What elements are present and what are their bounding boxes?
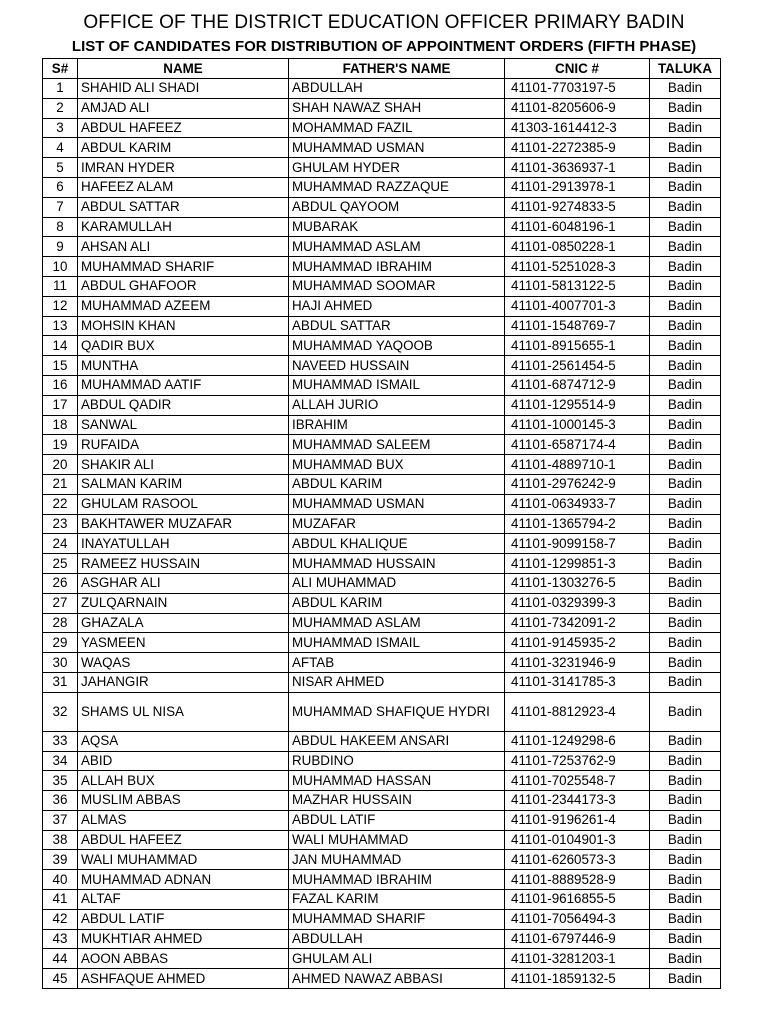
cnic-cell: 41101-7253762-9 [505,751,650,771]
table-row [43,692,721,731]
serial-cell: 15 [43,356,78,376]
name-cell: ASHFAQUE AHMED [78,969,289,989]
name-cell: AOON ABBAS [78,949,289,969]
taluka-cell: Badin [650,197,721,217]
serial-cell: 8 [43,217,78,237]
table-row [43,276,721,296]
cnic-cell: 41101-6874712-9 [505,375,650,395]
table-row [43,613,721,633]
cnic-cell: 41101-2913978-1 [505,177,650,197]
table-row [43,395,721,415]
table-row [43,336,721,356]
father-name-cell: MUZAFAR [289,514,505,534]
column-header-serial: S# [43,59,78,79]
candidates-table [42,58,721,989]
table-row [43,850,721,870]
taluka-cell: Badin [650,276,721,296]
table-row [43,771,721,791]
serial-cell: 3 [43,118,78,138]
father-name-cell: ALI MUHAMMAD [289,573,505,593]
name-cell: MUNTHA [78,356,289,376]
serial-cell: 9 [43,237,78,257]
cnic-cell: 41101-5813122-5 [505,276,650,296]
cnic-cell: 41101-9196261-4 [505,810,650,830]
cnic-cell: 41101-3141785-3 [505,672,650,692]
cnic-cell: 41101-4889710-1 [505,455,650,475]
table-row [43,375,721,395]
taluka-cell: Badin [650,791,721,811]
name-cell: QADIR BUX [78,336,289,356]
name-cell: YASMEEN [78,633,289,653]
taluka-cell: Badin [650,336,721,356]
serial-cell: 33 [43,731,78,751]
taluka-cell: Badin [650,554,721,574]
father-name-cell: ABDUL SATTAR [289,316,505,336]
serial-cell: 41 [43,890,78,910]
table-row [43,316,721,336]
name-cell: AMJAD ALI [78,98,289,118]
cnic-cell: 41101-2561454-5 [505,356,650,376]
taluka-cell: Badin [650,415,721,435]
taluka-cell: Badin [650,534,721,554]
taluka-cell: Badin [650,731,721,751]
column-header-name: NAME [78,59,289,79]
taluka-cell: Badin [650,929,721,949]
taluka-cell: Badin [650,435,721,455]
cnic-cell: 41101-1859132-5 [505,969,650,989]
taluka-cell: Badin [650,474,721,494]
serial-cell: 35 [43,771,78,791]
father-name-cell: WALI MUHAMMAD [289,830,505,850]
serial-cell: 4 [43,138,78,158]
father-name-cell: ALLAH JURIO [289,395,505,415]
cnic-cell: 41101-7025548-7 [505,771,650,791]
name-cell: ALLAH BUX [78,771,289,791]
table-row [43,633,721,653]
name-cell: MUHAMMAD AZEEM [78,296,289,316]
father-name-cell: FAZAL KARIM [289,890,505,910]
name-cell: ALTAF [78,890,289,910]
serial-cell: 14 [43,336,78,356]
name-cell: MUKHTIAR AHMED [78,929,289,949]
name-cell: SHAHID ALI SHADI [78,79,289,99]
name-cell: ABDUL LATIF [78,909,289,929]
name-cell: ABDUL GHAFOOR [78,276,289,296]
father-name-cell: ABDUL KARIM [289,474,505,494]
taluka-cell: Badin [650,316,721,336]
father-name-cell: MUHAMMAD YAQOOB [289,336,505,356]
table-header-row [43,59,721,79]
name-cell: MUHAMMAD ADNAN [78,870,289,890]
table-row [43,731,721,751]
cnic-cell: 41101-8812923-4 [505,692,650,731]
name-cell: ZULQARNAIN [78,593,289,613]
father-name-cell: IBRAHIM [289,415,505,435]
taluka-cell: Badin [650,969,721,989]
cnic-cell: 41101-9274833-5 [505,197,650,217]
cnic-cell: 41101-6048196-1 [505,217,650,237]
name-cell: ABDUL QADIR [78,395,289,415]
taluka-cell: Badin [650,177,721,197]
taluka-cell: Badin [650,810,721,830]
taluka-cell: Badin [650,870,721,890]
father-name-cell: MUHAMMAD RAZZAQUE [289,177,505,197]
name-cell: AQSA [78,731,289,751]
serial-cell: 16 [43,375,78,395]
father-name-cell: MUHAMMAD USMAN [289,494,505,514]
table-row [43,909,721,929]
name-cell: HAFEEZ ALAM [78,177,289,197]
taluka-cell: Badin [650,158,721,178]
serial-cell: 26 [43,573,78,593]
cnic-cell: 41101-1365794-2 [505,514,650,534]
name-cell: RAMEEZ HUSSAIN [78,554,289,574]
father-name-cell: HAJI AHMED [289,296,505,316]
table-row [43,79,721,99]
father-name-cell: GHULAM HYDER [289,158,505,178]
cnic-cell: 41101-1303276-5 [505,573,650,593]
cnic-cell: 41101-3281203-1 [505,949,650,969]
cnic-cell: 41101-9099158-7 [505,534,650,554]
taluka-cell: Badin [650,653,721,673]
serial-cell: 44 [43,949,78,969]
father-name-cell: AHMED NAWAZ ABBASI [289,969,505,989]
father-name-cell: ABDUL LATIF [289,810,505,830]
cnic-cell: 41101-9145935-2 [505,633,650,653]
taluka-cell: Badin [650,138,721,158]
table-row [43,514,721,534]
serial-cell: 27 [43,593,78,613]
father-name-cell: AFTAB [289,653,505,673]
taluka-cell: Badin [650,830,721,850]
name-cell: ABDUL HAFEEZ [78,830,289,850]
father-name-cell: MOHAMMAD FAZIL [289,118,505,138]
column-header-cnic: CNIC # [505,59,650,79]
table-row [43,435,721,455]
serial-cell: 25 [43,554,78,574]
father-name-cell: MUHAMMAD HUSSAIN [289,554,505,574]
cnic-cell: 41101-0634933-7 [505,494,650,514]
cnic-cell: 41101-0329399-3 [505,593,650,613]
column-header-father-name: FATHER'S NAME [289,59,505,79]
taluka-cell: Badin [650,751,721,771]
table-row [43,810,721,830]
serial-cell: 43 [43,929,78,949]
cnic-cell: 41101-0104901-3 [505,830,650,850]
father-name-cell: ABDUL HAKEEM ANSARI [289,731,505,751]
table-row [43,534,721,554]
cnic-cell: 41101-1249298-6 [505,731,650,751]
taluka-cell: Badin [650,455,721,475]
taluka-cell: Badin [650,771,721,791]
name-cell: SHAMS UL NISA [78,692,289,731]
taluka-cell: Badin [650,494,721,514]
table-row [43,653,721,673]
name-cell: RUFAIDA [78,435,289,455]
father-name-cell: ABDUL QAYOOM [289,197,505,217]
father-name-cell: ABDULLAH [289,79,505,99]
cnic-cell: 41101-3636937-1 [505,158,650,178]
table-row [43,969,721,989]
table-row [43,751,721,771]
serial-cell: 23 [43,514,78,534]
name-cell: MUHAMMAD AATIF [78,375,289,395]
serial-cell: 1 [43,79,78,99]
taluka-cell: Badin [650,890,721,910]
cnic-cell: 41101-7056494-3 [505,909,650,929]
taluka-cell: Badin [650,692,721,731]
father-name-cell: NAVEED HUSSAIN [289,356,505,376]
name-cell: JAHANGIR [78,672,289,692]
cnic-cell: 41101-8915655-1 [505,336,650,356]
taluka-cell: Badin [650,118,721,138]
column-header-taluka: TALUKA [650,59,721,79]
serial-cell: 37 [43,810,78,830]
table-body [43,79,721,989]
office-title: OFFICE OF THE DISTRICT EDUCATION OFFICER PRIMARY BADIN [83,12,685,33]
serial-cell: 38 [43,830,78,850]
father-name-cell: MAZHAR HUSSAIN [289,791,505,811]
father-name-cell: ABDUL KHALIQUE [289,534,505,554]
cnic-cell: 41101-5251028-3 [505,257,650,277]
cnic-cell: 41101-8205606-9 [505,98,650,118]
taluka-cell: Badin [650,850,721,870]
table-row [43,118,721,138]
table-row [43,830,721,850]
father-name-cell: GHULAM ALI [289,949,505,969]
table-row [43,356,721,376]
serial-cell: 40 [43,870,78,890]
serial-cell: 11 [43,276,78,296]
table-row [43,791,721,811]
name-cell: WAQAS [78,653,289,673]
cnic-cell: 41101-4007701-3 [505,296,650,316]
father-name-cell: ABDULLAH [289,929,505,949]
name-cell: GHULAM RASOOL [78,494,289,514]
table-row [43,177,721,197]
taluka-cell: Badin [650,949,721,969]
father-name-cell: SHAH NAWAZ SHAH [289,98,505,118]
cnic-cell: 41101-1295514-9 [505,395,650,415]
name-cell: BAKHTAWER MUZAFAR [78,514,289,534]
cnic-cell: 41101-2976242-9 [505,474,650,494]
father-name-cell: MUHAMMAD ASLAM [289,237,505,257]
name-cell: IMRAN HYDER [78,158,289,178]
serial-cell: 42 [43,909,78,929]
father-name-cell: MUHAMMAD SALEEM [289,435,505,455]
serial-cell: 10 [43,257,78,277]
name-cell: WALI MUHAMMAD [78,850,289,870]
taluka-cell: Badin [650,613,721,633]
table-row [43,217,721,237]
serial-cell: 30 [43,653,78,673]
taluka-cell: Badin [650,395,721,415]
taluka-cell: Badin [650,98,721,118]
taluka-cell: Badin [650,296,721,316]
table-row [43,296,721,316]
name-cell: SALMAN KARIM [78,474,289,494]
name-cell: ABID [78,751,289,771]
serial-cell: 24 [43,534,78,554]
father-name-cell: NISAR AHMED [289,672,505,692]
table-row [43,870,721,890]
table-row [43,890,721,910]
name-cell: SANWAL [78,415,289,435]
name-cell: ABDUL HAFEEZ [78,118,289,138]
father-name-cell: JAN MUHAMMAD [289,850,505,870]
list-subtitle: LIST OF CANDIDATES FOR DISTRIBUTION OF APPOINTMENT ORDERS (FIFTH PHASE) [71,38,697,55]
cnic-cell: 41101-2272385-9 [505,138,650,158]
table-row [43,593,721,613]
table-row [43,573,721,593]
name-cell: INAYATULLAH [78,534,289,554]
taluka-cell: Badin [650,573,721,593]
taluka-cell: Badin [650,909,721,929]
cnic-cell: 41101-8889528-9 [505,870,650,890]
cnic-cell: 41101-1548769-7 [505,316,650,336]
father-name-cell: RUBDINO [289,751,505,771]
table-row [43,158,721,178]
father-name-cell: MUHAMMAD HASSAN [289,771,505,791]
cnic-cell: 41101-1000145-3 [505,415,650,435]
cnic-cell: 41101-1299851-3 [505,554,650,574]
father-name-cell: MUHAMMAD SOOMAR [289,276,505,296]
taluka-cell: Badin [650,257,721,277]
serial-cell: 32 [43,692,78,731]
serial-cell: 18 [43,415,78,435]
name-cell: SHAKIR ALI [78,455,289,475]
table-row [43,455,721,475]
table-row [43,554,721,574]
name-cell: KARAMULLAH [78,217,289,237]
table-row [43,672,721,692]
name-cell: ASGHAR ALI [78,573,289,593]
cnic-cell: 41101-2344173-3 [505,791,650,811]
serial-cell: 13 [43,316,78,336]
taluka-cell: Badin [650,593,721,613]
father-name-cell: MUHAMMAD ASLAM [289,613,505,633]
name-cell: MOHSIN KHAN [78,316,289,336]
table-row [43,257,721,277]
taluka-cell: Badin [650,79,721,99]
name-cell: MUHAMMAD SHARIF [78,257,289,277]
father-name-cell: MUHAMMAD IBRAHIM [289,870,505,890]
serial-cell: 17 [43,395,78,415]
taluka-cell: Badin [650,375,721,395]
serial-cell: 20 [43,455,78,475]
name-cell: GHAZALA [78,613,289,633]
name-cell: ABDUL KARIM [78,138,289,158]
cnic-cell: 41303-1614412-3 [505,118,650,138]
serial-cell: 21 [43,474,78,494]
cnic-cell: 41101-7703197-5 [505,79,650,99]
serial-cell: 31 [43,672,78,692]
father-name-cell: MUHAMMAD IBRAHIM [289,257,505,277]
table-row [43,197,721,217]
taluka-cell: Badin [650,356,721,376]
cnic-cell: 41101-3231946-9 [505,653,650,673]
table-row [43,98,721,118]
father-name-cell: MUHAMMAD SHAFIQUE HYDRI [289,692,505,731]
serial-cell: 7 [43,197,78,217]
father-name-cell: MUHAMMAD ISMAIL [289,633,505,653]
taluka-cell: Badin [650,217,721,237]
name-cell: AHSAN ALI [78,237,289,257]
serial-cell: 2 [43,98,78,118]
serial-cell: 45 [43,969,78,989]
serial-cell: 12 [43,296,78,316]
serial-cell: 39 [43,850,78,870]
serial-cell: 5 [43,158,78,178]
taluka-cell: Badin [650,672,721,692]
father-name-cell: MUHAMMAD USMAN [289,138,505,158]
name-cell: ALMAS [78,810,289,830]
serial-cell: 19 [43,435,78,455]
table-row [43,138,721,158]
father-name-cell: MUBARAK [289,217,505,237]
father-name-cell: MUHAMMAD SHARIF [289,909,505,929]
taluka-cell: Badin [650,514,721,534]
name-cell: MUSLIM ABBAS [78,791,289,811]
serial-cell: 34 [43,751,78,771]
taluka-cell: Badin [650,237,721,257]
table-row [43,237,721,257]
name-cell: ABDUL SATTAR [78,197,289,217]
serial-cell: 36 [43,791,78,811]
cnic-cell: 41101-7342091-2 [505,613,650,633]
cnic-cell: 41101-9616855-5 [505,890,650,910]
cnic-cell: 41101-0850228-1 [505,237,650,257]
father-name-cell: MUHAMMAD ISMAIL [289,375,505,395]
father-name-cell: MUHAMMAD BUX [289,455,505,475]
cnic-cell: 41101-6587174-4 [505,435,650,455]
table-row [43,949,721,969]
taluka-cell: Badin [650,633,721,653]
serial-cell: 28 [43,613,78,633]
table-row [43,929,721,949]
serial-cell: 6 [43,177,78,197]
table-row [43,415,721,435]
table-row [43,474,721,494]
serial-cell: 22 [43,494,78,514]
cnic-cell: 41101-6797446-9 [505,929,650,949]
cnic-cell: 41101-6260573-3 [505,850,650,870]
serial-cell: 29 [43,633,78,653]
table-row [43,494,721,514]
father-name-cell: ABDUL KARIM [289,593,505,613]
